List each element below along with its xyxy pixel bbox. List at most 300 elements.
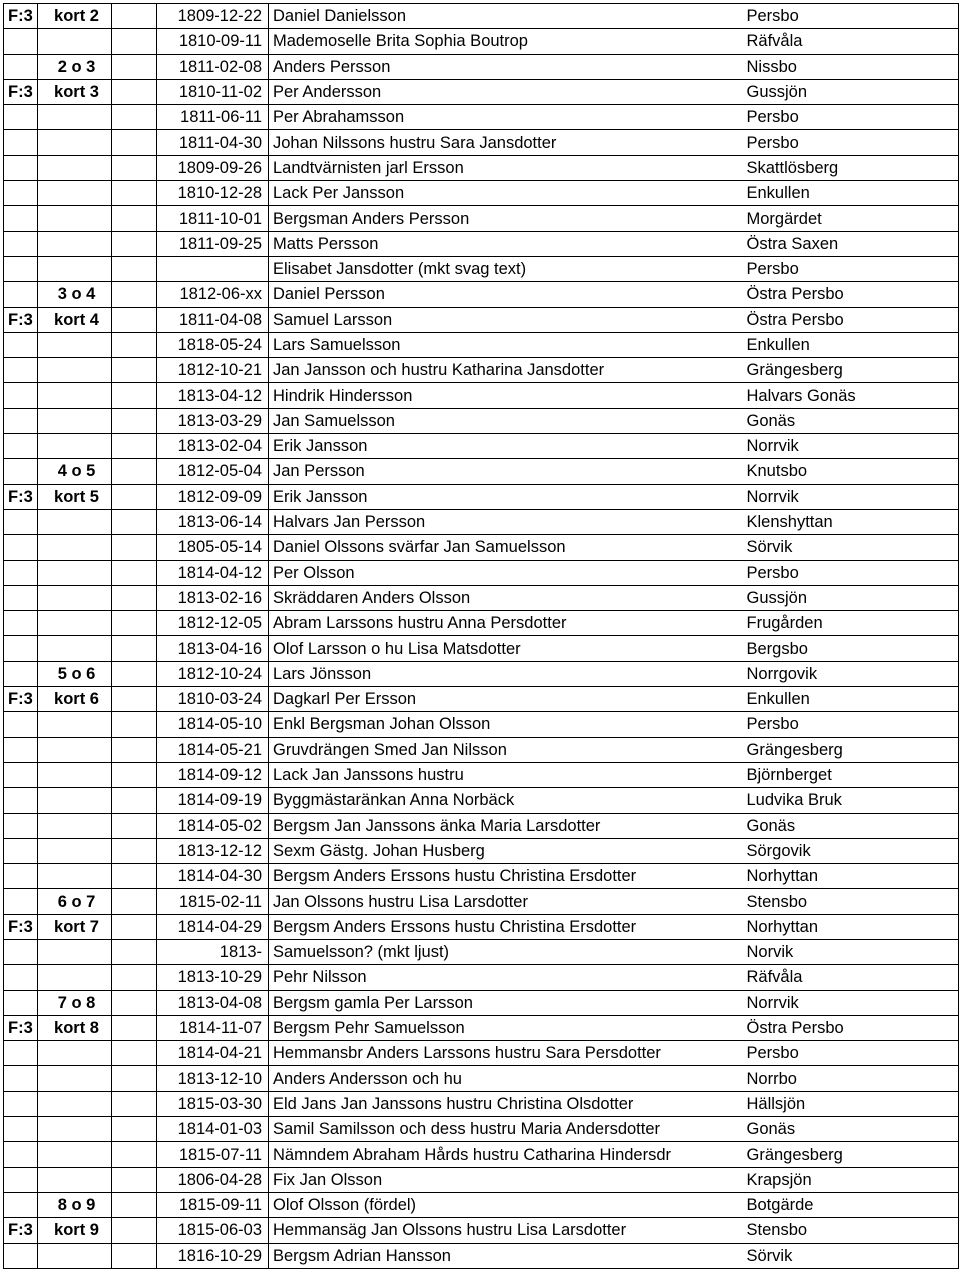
place-cell: Grängesberg [747,358,959,383]
date-cell: 1814-05-21 [157,737,269,762]
archive-ref-cell [4,965,38,990]
archive-ref-cell [4,889,38,914]
card-cell [38,130,112,155]
card-cell [38,864,112,889]
spacer-cell [112,838,157,863]
card-cell [38,1091,112,1116]
card-cell [38,256,112,281]
archive-ref-cell [4,560,38,585]
card-cell: kort 6 [38,687,112,712]
name-cell: Fix Jan Olsson [269,1167,747,1192]
table-row [4,939,959,964]
place-cell: Gussjön [747,585,959,610]
spacer-cell [112,408,157,433]
archive-ref-cell [4,434,38,459]
card-cell [38,965,112,990]
place-cell: Räfvåla [747,965,959,990]
table-row [4,990,959,1015]
place-cell: Klenshyttan [747,509,959,534]
card-cell [38,712,112,737]
name-cell: Hemmansbr Anders Larssons hustru Sara Persdotter [269,1041,747,1066]
card-cell [38,332,112,357]
spacer-cell [112,509,157,534]
archive-ref-cell [4,459,38,484]
place-cell: Östra Persbo [747,1015,959,1040]
name-cell: Bergsm Adrian Hansson [269,1243,747,1268]
table-row [4,332,959,357]
archive-ref-cell [4,611,38,636]
spacer-cell [112,611,157,636]
place-cell: Norrgovik [747,661,959,686]
name-cell: Bergsm gamla Per Larsson [269,990,747,1015]
name-cell: Byggmästaränkan Anna Norbäck [269,788,747,813]
name-cell: Per Abrahamsson [269,105,747,130]
table-row [4,788,959,813]
name-cell: Daniel Olssons svärfar Jan Samuelsson [269,535,747,560]
record-table [3,3,959,1269]
archive-ref-cell [4,105,38,130]
card-cell [38,535,112,560]
table-row [4,560,959,585]
name-cell: Hemmansäg Jan Olssons hustru Lisa Larsdotter [269,1218,747,1243]
date-cell: 1812-12-05 [157,611,269,636]
spacer-cell [112,1041,157,1066]
table-row [4,813,959,838]
spacer-cell [112,560,157,585]
place-cell: Nissbo [747,54,959,79]
card-cell: kort 7 [38,914,112,939]
date-cell: 1814-04-21 [157,1041,269,1066]
name-cell: Samuel Larsson [269,307,747,332]
spacer-cell [112,307,157,332]
name-cell: Erik Jansson [269,484,747,509]
table-row [4,206,959,231]
table-row [4,105,959,130]
card-cell [38,838,112,863]
archive-ref-cell [4,1041,38,1066]
table-row [4,611,959,636]
name-cell: Halvars Jan Persson [269,509,747,534]
name-cell: Mademoselle Brita Sophia Boutrop [269,29,747,54]
name-cell: Sexm Gästg. Johan Husberg [269,838,747,863]
date-cell: 1814-09-19 [157,788,269,813]
place-cell: Östra Persbo [747,282,959,307]
table-row [4,737,959,762]
card-cell [38,1117,112,1142]
spacer-cell [112,889,157,914]
archive-ref-cell [4,130,38,155]
table-row [4,509,959,534]
card-cell: 8 o 9 [38,1192,112,1217]
date-cell: 1812-06-xx [157,282,269,307]
place-cell: Norrvik [747,484,959,509]
card-cell [38,358,112,383]
name-cell: Daniel Persson [269,282,747,307]
place-cell: Persbo [747,256,959,281]
date-cell: 1811-06-11 [157,105,269,130]
spacer-cell [112,762,157,787]
archive-ref-cell [4,332,38,357]
archive-ref-cell [4,813,38,838]
name-cell: Bergsman Anders Persson [269,206,747,231]
name-cell: Abram Larssons hustru Anna Persdotter [269,611,747,636]
date-cell: 1813-04-16 [157,636,269,661]
date-cell: 1810-09-11 [157,29,269,54]
archive-ref-cell: F:3 [4,79,38,104]
spacer-cell [112,939,157,964]
name-cell: Johan Nilssons hustru Sara Jansdotter [269,130,747,155]
place-cell: Räfvåla [747,29,959,54]
archive-ref-cell [4,231,38,256]
date-cell: 1809-09-26 [157,155,269,180]
spacer-cell [112,1167,157,1192]
table-row [4,585,959,610]
table-row [4,661,959,686]
card-cell: 6 o 7 [38,889,112,914]
spacer-cell [112,1142,157,1167]
card-cell [38,206,112,231]
spacer-cell [112,1218,157,1243]
archive-ref-cell [4,181,38,206]
place-cell: Persbo [747,560,959,585]
date-cell: 1811-09-25 [157,231,269,256]
date-cell: 1813- [157,939,269,964]
place-cell: Grängesberg [747,1142,959,1167]
card-cell: kort 2 [38,4,112,29]
place-cell: Gonäs [747,408,959,433]
place-cell: Enkullen [747,181,959,206]
table-row [4,307,959,332]
archive-ref-cell [4,155,38,180]
place-cell: Norrvik [747,990,959,1015]
place-cell: Frugården [747,611,959,636]
card-cell [38,762,112,787]
spacer-cell [112,585,157,610]
archive-ref-cell [4,1117,38,1142]
table-row [4,408,959,433]
place-cell: Bergsbo [747,636,959,661]
table-row [4,383,959,408]
card-cell [38,1243,112,1268]
place-cell: Norhyttan [747,864,959,889]
table-row [4,712,959,737]
date-cell: 1810-12-28 [157,181,269,206]
name-cell: Jan Persson [269,459,747,484]
place-cell: Björnberget [747,762,959,787]
spacer-cell [112,383,157,408]
card-cell: 3 o 4 [38,282,112,307]
date-cell: 1813-12-10 [157,1066,269,1091]
archive-ref-cell [4,383,38,408]
table-row [4,687,959,712]
name-cell: Pehr Nilsson [269,965,747,990]
date-cell [157,256,269,281]
name-cell: Bergsm Pehr Samuelsson [269,1015,747,1040]
name-cell: Daniel Danielsson [269,4,747,29]
card-cell: 7 o 8 [38,990,112,1015]
spacer-cell [112,1243,157,1268]
spacer-cell [112,661,157,686]
table-row [4,1015,959,1040]
date-cell: 1818-05-24 [157,332,269,357]
archive-ref-cell [4,762,38,787]
table-row [4,864,959,889]
archive-ref-cell [4,1091,38,1116]
name-cell: Jan Jansson och hustru Katharina Jansdotter [269,358,747,383]
name-cell: Lack Per Jansson [269,181,747,206]
card-cell: 5 o 6 [38,661,112,686]
name-cell: Enkl Bergsman Johan Olsson [269,712,747,737]
table-row [4,256,959,281]
spacer-cell [112,434,157,459]
archive-ref-cell [4,737,38,762]
table-row [4,79,959,104]
spacer-cell [112,1091,157,1116]
spacer-cell [112,864,157,889]
card-cell [38,509,112,534]
name-cell: Samuelsson? (mkt ljust) [269,939,747,964]
date-cell: 1814-05-10 [157,712,269,737]
archive-ref-cell: F:3 [4,1218,38,1243]
card-cell: 4 o 5 [38,459,112,484]
date-cell: 1813-04-12 [157,383,269,408]
archive-ref-cell [4,535,38,560]
date-cell: 1814-04-30 [157,864,269,889]
date-cell: 1814-04-12 [157,560,269,585]
spacer-cell [112,231,157,256]
date-cell: 1811-04-08 [157,307,269,332]
name-cell: Hindrik Hindersson [269,383,747,408]
archive-ref-cell: F:3 [4,484,38,509]
spacer-cell [112,636,157,661]
card-cell: kort 8 [38,1015,112,1040]
table-row [4,130,959,155]
spacer-cell [112,965,157,990]
place-cell: Sörgovik [747,838,959,863]
spacer-cell [112,484,157,509]
archive-ref-cell [4,838,38,863]
spacer-cell [112,990,157,1015]
card-cell [38,1167,112,1192]
spacer-cell [112,459,157,484]
archive-ref-cell [4,939,38,964]
spacer-cell [112,358,157,383]
place-cell: Östra Persbo [747,307,959,332]
archive-ref-cell [4,864,38,889]
archive-ref-cell: F:3 [4,687,38,712]
name-cell: Jan Olssons hustru Lisa Larsdotter [269,889,747,914]
date-cell: 1811-10-01 [157,206,269,231]
date-cell: 1806-04-28 [157,1167,269,1192]
table-row [4,636,959,661]
date-cell: 1813-02-04 [157,434,269,459]
archive-ref-cell [4,661,38,686]
card-cell [38,1041,112,1066]
place-cell: Persbo [747,105,959,130]
date-cell: 1815-06-03 [157,1218,269,1243]
place-cell: Norvik [747,939,959,964]
date-cell: 1811-02-08 [157,54,269,79]
date-cell: 1814-09-12 [157,762,269,787]
date-cell: 1810-03-24 [157,687,269,712]
table-row [4,282,959,307]
table-row [4,54,959,79]
archive-ref-cell [4,408,38,433]
place-cell: Grängesberg [747,737,959,762]
table-row [4,4,959,29]
date-cell: 1814-04-29 [157,914,269,939]
archive-ref-cell: F:3 [4,307,38,332]
place-cell: Skattlösberg [747,155,959,180]
spacer-cell [112,332,157,357]
date-cell: 1815-02-11 [157,889,269,914]
date-cell: 1813-06-14 [157,509,269,534]
place-cell: Gonäs [747,813,959,838]
place-cell: Sörvik [747,1243,959,1268]
name-cell: Eld Jans Jan Janssons hustru Christina Olsdotter [269,1091,747,1116]
table-row [4,1167,959,1192]
table-row [4,1117,959,1142]
date-cell: 1814-01-03 [157,1117,269,1142]
place-cell: Botgärde [747,1192,959,1217]
place-cell: Östra Saxen [747,231,959,256]
archive-ref-cell [4,509,38,534]
archive-ref-cell [4,256,38,281]
name-cell: Landtvärnisten jarl Ersson [269,155,747,180]
spacer-cell [112,206,157,231]
card-cell [38,105,112,130]
table-row [4,434,959,459]
spacer-cell [112,737,157,762]
card-cell [38,737,112,762]
card-cell [38,434,112,459]
spacer-cell [112,788,157,813]
card-cell [38,585,112,610]
table-row [4,535,959,560]
name-cell: Elisabet Jansdotter (mkt svag text) [269,256,747,281]
table-row [4,459,959,484]
date-cell: 1813-10-29 [157,965,269,990]
spacer-cell [112,535,157,560]
date-cell: 1812-10-21 [157,358,269,383]
name-cell: Per Olsson [269,560,747,585]
spacer-cell [112,1066,157,1091]
date-cell: 1812-10-24 [157,661,269,686]
spacer-cell [112,914,157,939]
table-row [4,231,959,256]
table-row [4,914,959,939]
name-cell: Samil Samilsson och dess hustru Maria Andersdotter [269,1117,747,1142]
spacer-cell [112,79,157,104]
archive-ref-cell: F:3 [4,4,38,29]
place-cell: Persbo [747,1041,959,1066]
table-row [4,155,959,180]
table-row [4,889,959,914]
spacer-cell [112,1015,157,1040]
spacer-cell [112,712,157,737]
place-cell: Stensbo [747,889,959,914]
date-cell: 1815-03-30 [157,1091,269,1116]
archive-ref-cell [4,282,38,307]
card-cell [38,155,112,180]
record-table-body [4,4,959,1269]
place-cell: Stensbo [747,1218,959,1243]
place-cell: Norrvik [747,434,959,459]
place-cell: Norhyttan [747,914,959,939]
spacer-cell [112,4,157,29]
card-cell [38,788,112,813]
date-cell: 1814-11-07 [157,1015,269,1040]
place-cell: Halvars Gonäs [747,383,959,408]
place-cell: Persbo [747,4,959,29]
archive-ref-cell [4,1243,38,1268]
spacer-cell [112,105,157,130]
place-cell: Gussjön [747,79,959,104]
date-cell: 1812-09-09 [157,484,269,509]
name-cell: Lars Jönsson [269,661,747,686]
date-cell: 1814-05-02 [157,813,269,838]
spacer-cell [112,813,157,838]
card-cell [38,611,112,636]
spacer-cell [112,282,157,307]
date-cell: 1809-12-22 [157,4,269,29]
card-cell [38,560,112,585]
name-cell: Lack Jan Janssons hustru [269,762,747,787]
name-cell: Lars Samuelsson [269,332,747,357]
table-row [4,358,959,383]
place-cell: Enkullen [747,332,959,357]
archive-ref-cell [4,358,38,383]
date-cell: 1813-03-29 [157,408,269,433]
card-cell [38,1142,112,1167]
archive-ref-cell [4,29,38,54]
table-row [4,1243,959,1268]
table-row [4,1091,959,1116]
card-cell [38,939,112,964]
name-cell: Bergsm Anders Erssons hustu Christina Ersdotter [269,914,747,939]
archive-ref-cell [4,206,38,231]
spacer-cell [112,155,157,180]
table-row [4,1192,959,1217]
spacer-cell [112,256,157,281]
date-cell: 1810-11-02 [157,79,269,104]
spacer-cell [112,29,157,54]
card-cell [38,383,112,408]
spacer-cell [112,130,157,155]
table-row [4,1218,959,1243]
name-cell: Erik Jansson [269,434,747,459]
date-cell: 1816-10-29 [157,1243,269,1268]
date-cell: 1815-07-11 [157,1142,269,1167]
date-cell: 1813-04-08 [157,990,269,1015]
place-cell: Gonäs [747,1117,959,1142]
place-cell: Hällsjön [747,1091,959,1116]
table-row [4,29,959,54]
name-cell: Gruvdrängen Smed Jan Nilsson [269,737,747,762]
date-cell: 1811-04-30 [157,130,269,155]
table-row [4,965,959,990]
name-cell: Skräddaren Anders Olsson [269,585,747,610]
name-cell: Anders Andersson och hu [269,1066,747,1091]
spacer-cell [112,1192,157,1217]
card-cell: kort 3 [38,79,112,104]
place-cell: Morgärdet [747,206,959,231]
card-cell: kort 9 [38,1218,112,1243]
place-cell: Persbo [747,130,959,155]
table-row [4,762,959,787]
name-cell: Matts Persson [269,231,747,256]
spacer-cell [112,181,157,206]
